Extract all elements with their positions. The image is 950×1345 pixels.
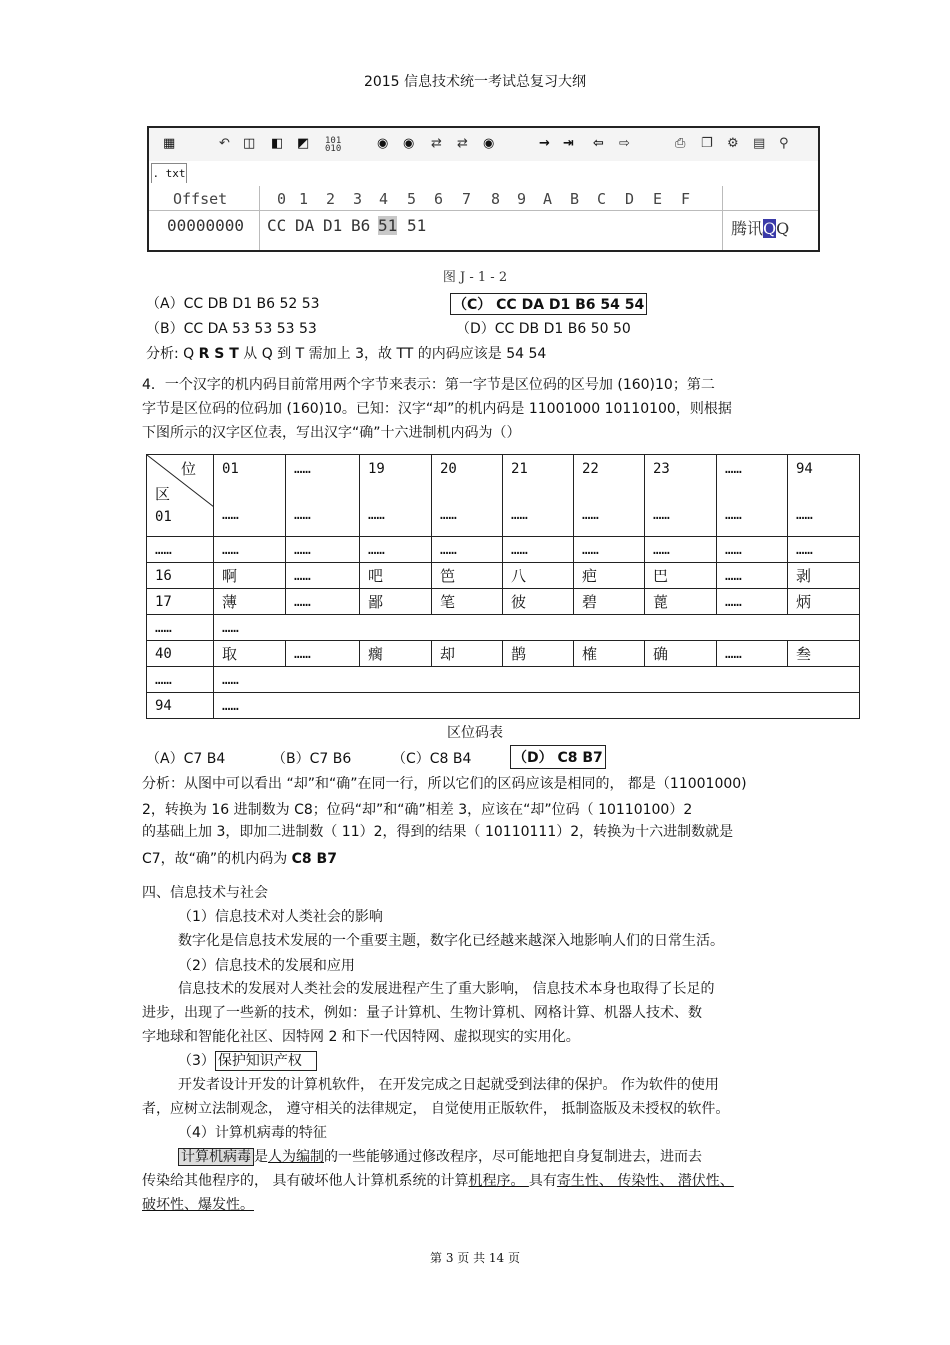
open-icon: ▦ xyxy=(163,136,176,151)
find-icon: ◉ xyxy=(377,136,389,151)
zone-cell: …… xyxy=(147,537,214,563)
divider xyxy=(722,186,723,252)
option-a: （A）CC DB D1 B6 52 53 xyxy=(146,296,320,312)
table-cell: 巴 xyxy=(645,563,717,589)
corner-top-label: 位 xyxy=(181,460,197,478)
hex-byte: DA xyxy=(295,216,315,235)
table-row xyxy=(147,667,860,693)
table-cell: 鹊 xyxy=(503,641,574,667)
zone-cell: …… xyxy=(147,615,214,641)
table-cell: …… xyxy=(717,589,788,615)
table-cell: …… xyxy=(645,537,717,563)
table-cell: …… xyxy=(440,507,457,523)
table-cell: 吧 xyxy=(360,563,432,589)
position-header-cell xyxy=(503,455,574,537)
q4-stem-line3: 下图所示的汉字区位表，写出汉字“确”十六进制机内码为（） xyxy=(142,425,521,441)
hex-column-header: A xyxy=(543,190,553,208)
subsection-4-line1: 计算机病毒 是人为编制的一些能够通过修改程序，尽可能地把自身复制进去，进而去 xyxy=(178,1146,702,1166)
option-b: （B）CC DA 53 53 53 53 xyxy=(146,321,317,337)
q4-analysis-line1: 分析：从图中可以看出 “却”和“确”在同一行，所以它们的区码应该是相同的， 都是（11001000) xyxy=(142,776,747,792)
corner-cell xyxy=(147,455,214,537)
subsection-2-line2: 进步，出现了一些新的技术，例如：量子计算机、生物计算机、网格计算、机器人技术、数 xyxy=(142,1005,702,1021)
table-cell: 却 xyxy=(432,641,503,667)
figure-caption: 图 J - 1 - 2 xyxy=(442,270,508,285)
zoom-icon: ⚲ xyxy=(779,136,789,151)
table-cell: 鄙 xyxy=(360,589,432,615)
region-code-table xyxy=(146,454,860,719)
table-cell: …… xyxy=(286,537,360,563)
row-text-highlight: Q xyxy=(763,219,777,238)
table-row xyxy=(147,641,860,667)
undo-icon: ↶ xyxy=(219,136,230,151)
forward-icon: ⇨ xyxy=(619,136,630,151)
zone-label: 01 xyxy=(155,509,172,525)
zone-cell: 16 xyxy=(147,563,214,589)
table-cell: 榷 xyxy=(574,641,645,667)
subsection-3-title: （3） 保护知识产权 xyxy=(178,1050,317,1070)
position-header: …… xyxy=(725,461,742,477)
q4-stem-line2: 字节是区位码的位码加 (160)10。已知：汉字“却”的机内码是 11001000 10110100，则根据 xyxy=(142,401,732,417)
table-cell: …… xyxy=(511,507,528,523)
table-cell: …… xyxy=(368,507,385,523)
hex-column-header: C xyxy=(597,190,607,208)
subsection-2-title: （2）信息技术的发展和应用 xyxy=(178,958,355,974)
q4-option-c: （C）C8 B4 xyxy=(392,751,472,767)
arrow-right-icon: → xyxy=(539,136,550,151)
hex-byte: CC xyxy=(267,216,287,235)
table-cell: …… xyxy=(717,563,788,589)
position-header: 21 xyxy=(511,461,528,477)
zone-cell: 17 xyxy=(147,589,214,615)
hex-column-header: F xyxy=(681,190,691,208)
table-cell: …… xyxy=(574,537,645,563)
q4-analysis-line3: 的基础上加 3，即加二进制数（ 11）2，得到的结果（ 10110111）2，转换为十六进制数就是 xyxy=(142,824,734,840)
table-cell: 笔 xyxy=(432,589,503,615)
position-header: 22 xyxy=(582,461,599,477)
hex-column-header: 9 xyxy=(517,190,527,208)
print-icon: ⎙ xyxy=(675,136,686,151)
subsection-3-line2: 者，应树立法制观念， 遵守相关的法律规定， 自觉使用正版软件， 抵制盗版及未授权的软件。 xyxy=(142,1101,730,1117)
hex-find-icon: ◉ xyxy=(403,136,415,151)
row-text: 腾讯QQ xyxy=(731,219,790,238)
table-cell: …… xyxy=(286,589,360,615)
q3-analysis: 分析: Q R S T 从 Q 到 T 需加上 3，故 TT 的内码应该是 54 54 xyxy=(146,346,547,362)
option-c-answer: （C） CC DA D1 B6 54 54 xyxy=(450,293,647,315)
hex-byte: B6 xyxy=(351,216,371,235)
clipboard-icon: ◩ xyxy=(297,136,310,151)
zone-cell: 94 xyxy=(147,693,214,719)
position-header: …… xyxy=(294,461,311,477)
table-caption: 区位码表 xyxy=(447,725,503,741)
corner-left-label: 区 xyxy=(155,485,171,503)
table-cell: …… xyxy=(222,507,239,523)
position-header-cell xyxy=(432,455,503,537)
table-row xyxy=(147,589,860,615)
subsection-2-line3: 字地球和智能化社区、因特网 2 和下一代因特网、虚拟现实的实用化。 xyxy=(142,1029,580,1045)
page-header: 2015 信息技术统一考试总复习大纲 xyxy=(363,74,587,90)
replace-icon: ⇄ xyxy=(431,136,442,151)
hex-byte: D1 xyxy=(323,216,343,235)
table-cell: 确 xyxy=(645,641,717,667)
table-cell: 剥 xyxy=(788,563,860,589)
subsection-1-title: （1）信息技术对人类社会的影响 xyxy=(178,909,383,925)
hex-tabbar xyxy=(149,161,818,187)
table-cell: 蓖 xyxy=(645,589,717,615)
table-header-row xyxy=(147,455,860,537)
q4-option-d-answer: （D） C8 B7 xyxy=(510,745,606,769)
span-cell: …… xyxy=(214,615,860,641)
q4-option-a: （A）C7 B4 xyxy=(146,751,226,767)
subsection-1-text: 数字化是信息技术发展的一个重要主题，数字化已经越来越深入地影响人们的日常生活。 xyxy=(178,933,724,949)
q4-analysis-line2: 2，转换为 16 进制数为 C8；位码“却”和“确”相差 3，应该在“却”位码（ 10110100）2 xyxy=(142,802,693,818)
hex-column-header: 0 xyxy=(277,190,287,208)
table-cell: …… xyxy=(796,507,813,523)
position-header-cell xyxy=(645,455,717,537)
calc-icon: ▤ xyxy=(753,136,766,151)
hex-column-header: D xyxy=(625,190,635,208)
hex-column-header: 4 xyxy=(379,190,389,208)
table-cell: …… xyxy=(717,537,788,563)
hex-byte: 51 xyxy=(407,216,427,235)
copy-icon: ◫ xyxy=(243,136,256,151)
subsection-3-boxed-title: 保护知识产权 xyxy=(215,1051,317,1071)
table-cell: …… xyxy=(717,641,788,667)
table-cell: 叁 xyxy=(788,641,860,667)
subsection-3-line1: 开发者设计开发的计算机软件， 在开发完成之日起就受到法律的保护。 作为软件的使用 xyxy=(178,1077,719,1093)
table-cell: …… xyxy=(286,641,360,667)
table-row xyxy=(147,615,860,641)
table-cell: …… xyxy=(286,563,360,589)
position-header-cell xyxy=(717,455,788,537)
table-cell: …… xyxy=(653,507,670,523)
hex-column-header: 7 xyxy=(462,190,472,208)
back-icon: ⇦ xyxy=(593,136,604,151)
zone-cell: …… xyxy=(147,667,214,693)
position-header: 01 xyxy=(222,461,239,477)
position-header-cell xyxy=(788,455,860,537)
q4-option-b: （B）C7 B6 xyxy=(272,751,352,767)
table-row xyxy=(147,537,860,563)
position-header-cell xyxy=(574,455,645,537)
row-offset: 00000000 xyxy=(167,216,245,235)
hex-column-header: 1 xyxy=(299,190,309,208)
window-icon: ❐ xyxy=(701,136,713,151)
position-header: 94 xyxy=(796,461,813,477)
table-cell: 取 xyxy=(214,641,286,667)
position-header-cell xyxy=(214,455,286,537)
zone-cell: 40 xyxy=(147,641,214,667)
q4-analysis-line4: C7，故“确”的机内码为 C8 B7 xyxy=(142,851,337,867)
table-cell: 碧 xyxy=(574,589,645,615)
page-footer: 第 3 页 共 14 页 xyxy=(430,1251,520,1265)
binary-icon: 101 010 xyxy=(325,136,342,154)
table-cell: …… xyxy=(214,537,286,563)
table-row xyxy=(147,693,860,719)
tools-icon: ⚙ xyxy=(727,136,739,151)
hex-column-header: 3 xyxy=(353,190,363,208)
hex-column-header: 2 xyxy=(326,190,336,208)
table-cell: 彼 xyxy=(503,589,574,615)
table-cell: 薄 xyxy=(214,589,286,615)
hex-column-header: E xyxy=(653,190,663,208)
q4-stem-line1: 4．一个汉字的机内码目前常用两个字节来表示：第一字节是区位码的区号加 (160)10；第二 xyxy=(142,377,715,393)
file-tab[interactable]: . txt xyxy=(151,163,187,183)
position-header: 19 xyxy=(368,461,385,477)
table-cell: …… xyxy=(503,537,574,563)
goto-icon: ⇥ xyxy=(563,136,574,151)
table-cell: …… xyxy=(432,537,503,563)
position-header-cell xyxy=(360,455,432,537)
table-row xyxy=(147,563,860,589)
paste-icon: ◧ xyxy=(271,136,284,151)
hex-column-header: 6 xyxy=(434,190,444,208)
section-title: 四、信息技术与社会 xyxy=(142,885,268,901)
offset-label: Offset xyxy=(173,190,228,208)
table-cell: …… xyxy=(360,537,432,563)
hex-replace-icon: ⇄ xyxy=(457,136,468,151)
hex-toolbar xyxy=(149,128,818,162)
subsection-4-line2: 传染给其他程序的， 具有破坏他人计算机系统的计算机程序。 具有寄生性、 传染性、 潜伏性、 xyxy=(142,1173,734,1189)
virus-term-box: 计算机病毒 xyxy=(178,1148,254,1166)
position-header: 23 xyxy=(653,461,670,477)
table-cell: …… xyxy=(788,537,860,563)
position-header-cell xyxy=(286,455,360,537)
hex-column-header: 8 xyxy=(491,190,501,208)
subsection-4-title: （4）计算机病毒的特征 xyxy=(178,1125,327,1141)
find-next-icon: ◉ xyxy=(483,136,495,151)
table-cell: 啊 xyxy=(214,563,286,589)
table-cell: 八 xyxy=(503,563,574,589)
table-cell: …… xyxy=(725,507,742,523)
table-cell: 笆 xyxy=(432,563,503,589)
span-cell: …… xyxy=(214,667,860,693)
hex-column-header: 5 xyxy=(407,190,417,208)
hex-column-header: B xyxy=(570,190,580,208)
table-cell: 炳 xyxy=(788,589,860,615)
hex-editor-screenshot xyxy=(147,126,820,252)
option-d: （D）CC DB D1 B6 50 50 xyxy=(456,321,631,337)
table-cell: 疤 xyxy=(574,563,645,589)
subsection-4-line3: 破坏性、爆发性。 xyxy=(142,1197,254,1213)
position-header: 20 xyxy=(440,461,457,477)
subsection-2-line1: 信息技术的发展对人类社会的发展进程产生了重大影响， 信息技术本身也取得了长足的 xyxy=(178,981,715,997)
hex-byte: 51 xyxy=(378,216,398,235)
table-cell: 瘸 xyxy=(360,641,432,667)
hex-column-header-row xyxy=(149,186,818,211)
divider xyxy=(259,186,260,252)
hex-grid xyxy=(149,186,818,252)
span-cell: …… xyxy=(214,693,860,719)
table-cell: …… xyxy=(294,507,311,523)
table-cell: …… xyxy=(582,507,599,523)
